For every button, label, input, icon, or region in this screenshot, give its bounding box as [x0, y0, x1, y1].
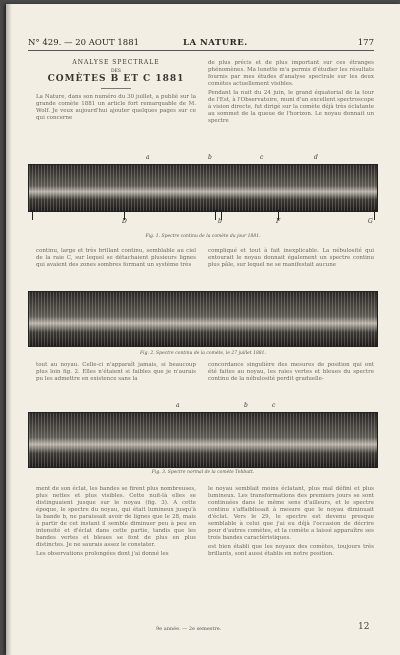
- bottom-right-column: [208, 486, 374, 558]
- fig1-marker-c: c: [260, 154, 264, 161]
- bottom-left-text: ment de son éclat, les bandes se firent plus nombreuses, plus nettes et plus visibles. Cette nuit-là elles se distinguaient jusque sur le noyau (fig. 3). A cette époque, le spectre du noyau, qui était lumineux jusqu'à la bande b, ne paraissait avoir de lignes que le 28, mais à partir de cet instant il semble diminuer peu à peu en intensité et d'éclat dans cette partie, tandis que les bandes vertes et bleues se font de plus en plus distinctes. Je ne saurais assez le constater.: [36, 486, 196, 548]
- article-intro-column: [36, 59, 196, 122]
- fig3-marker-a: a: [176, 402, 180, 409]
- header-rule: [28, 50, 374, 51]
- title-rule: [101, 88, 131, 89]
- page-header: [28, 38, 374, 52]
- figure-1-caption: Fig. 1. Spectre continu de la comète du jour 1881.: [145, 234, 261, 239]
- article-intro-text: La Nature, dans son numéro du 30 juillet, a publié sur la grande comète 1881 un article fort remarquable de M. Wolf. Je veux aujourd'hui ajouter quelques pages sur ce qui concerne: [36, 94, 196, 121]
- mid-right-text: compliqué et tout à fait inexplicable. La nébulosité qui entourait le noyau donnait également un spectre continu plus pâle, sur lequel ne se manifestait aucune: [208, 248, 374, 268]
- journal-title: LA NATURE.: [183, 38, 248, 48]
- article-right-column: [208, 60, 374, 125]
- fig1-line-g: G: [368, 218, 373, 225]
- fig3-marker-b: b: [244, 402, 248, 409]
- figure-3-caption: Fig. 3. Spectre normal de la comète Tebbutt.: [151, 470, 255, 475]
- page-number: 177: [357, 38, 374, 48]
- fig1-line-b: b: [218, 218, 222, 225]
- fig1-line-g-mark: [374, 210, 375, 220]
- fig1-marker-a: a: [146, 154, 150, 161]
- fig1-scale-start: [32, 210, 33, 220]
- issue-number: N° 429. — 20 AOUT 1881: [28, 38, 140, 48]
- fig1-line-f: F: [276, 218, 281, 225]
- section-label: ANALYSE SPECTRALE: [72, 59, 160, 66]
- low-left-column: [36, 362, 196, 383]
- bottom-right-text: le noyau semblait moins éclatant, plus mal défini et plus lumineux. Les transformations des premiers jours se sont continuées dans le même sens d'ailleurs, et le spectre continu s'affaiblissait à mesure que le noyau diminuait d'éclat. Vers le 29, le spectre est devenu presque semblable à celui que j'ai eu déjà l'occasion de décrire pour d'autres comètes, et la comète a laissé apparaître ses trois bandes caractéristiques.: [208, 486, 374, 541]
- fig1-line-d: D: [122, 218, 127, 225]
- section-sub: DES: [111, 69, 121, 74]
- spectrum-image-1: [28, 164, 378, 212]
- page-fold-shadow: [6, 4, 12, 655]
- right-column-text-2: Pendant la nuit du 24 juin, le grand équatorial de la tour de l'Est, à l'Observatoire, muni d'un excellent spectroscope à vision directe, fut dirigé sur la comète déjà très éclatante au sommet de la queue de l'horizon. Le noyau donnait un spectre: [208, 90, 374, 124]
- low-right-text: concordance singulière des mesures de position qui ont été faites au noyau, les raies vertes et bleues du spectre continu de la nébulosité perdit graduelle-: [208, 362, 374, 382]
- foot-left-text: Les observations prolongées dont j'ai donné les: [36, 551, 169, 557]
- foot-right-text: est bien établi que les noyaux des comètes, toujours très brillants, sont aussi établis en notre position.: [208, 544, 374, 557]
- page-footer: 9e année. — 2e semestre.: [156, 626, 222, 632]
- right-column-text-1: de plus précis et de plus important sur ces étranges phénomènes. Ma lunette m'a permis d'étudier les résultats fournis par mes études d'analyse spectrale sur les deux comètes actuellement visibles.: [208, 60, 374, 87]
- fig3-marker-c: c: [272, 402, 276, 409]
- figure-1: [28, 156, 378, 246]
- fig1-line-b-mark: [215, 210, 216, 220]
- mid-left-column: [36, 248, 196, 269]
- fig1-marker-b: b: [208, 154, 212, 161]
- bottom-left-column: [36, 486, 196, 558]
- article-title: COMÈTES B ET C 1881: [47, 74, 185, 84]
- figure-2-caption: Fig. 2. Spectre continu de la comète, le 27 juillet 1881.: [140, 351, 266, 356]
- spectrum-image-2: [28, 291, 378, 347]
- low-left-text: tout au noyau. Celle-ci n'apparaît jamais, si beaucoup plus loin fig. 2. Elles n'étaient si faibles que je n'aurais pu les admettre en existence sans la: [36, 362, 196, 382]
- figure-3: [28, 404, 378, 478]
- mid-right-column: [208, 248, 374, 269]
- journal-page: [6, 4, 400, 655]
- mid-left-text: continu, large et très brillant continu, semblable au ciel de la raie C, sur lequel se détachaient plusieurs lignes qui avaient des zones sombres formant un système très: [36, 248, 196, 268]
- spectrum-image-3: [28, 412, 378, 468]
- figure-2: [28, 289, 378, 359]
- fig1-marker-d: d: [314, 154, 318, 161]
- low-right-column: [208, 362, 374, 383]
- sheet-number: 12: [358, 622, 370, 632]
